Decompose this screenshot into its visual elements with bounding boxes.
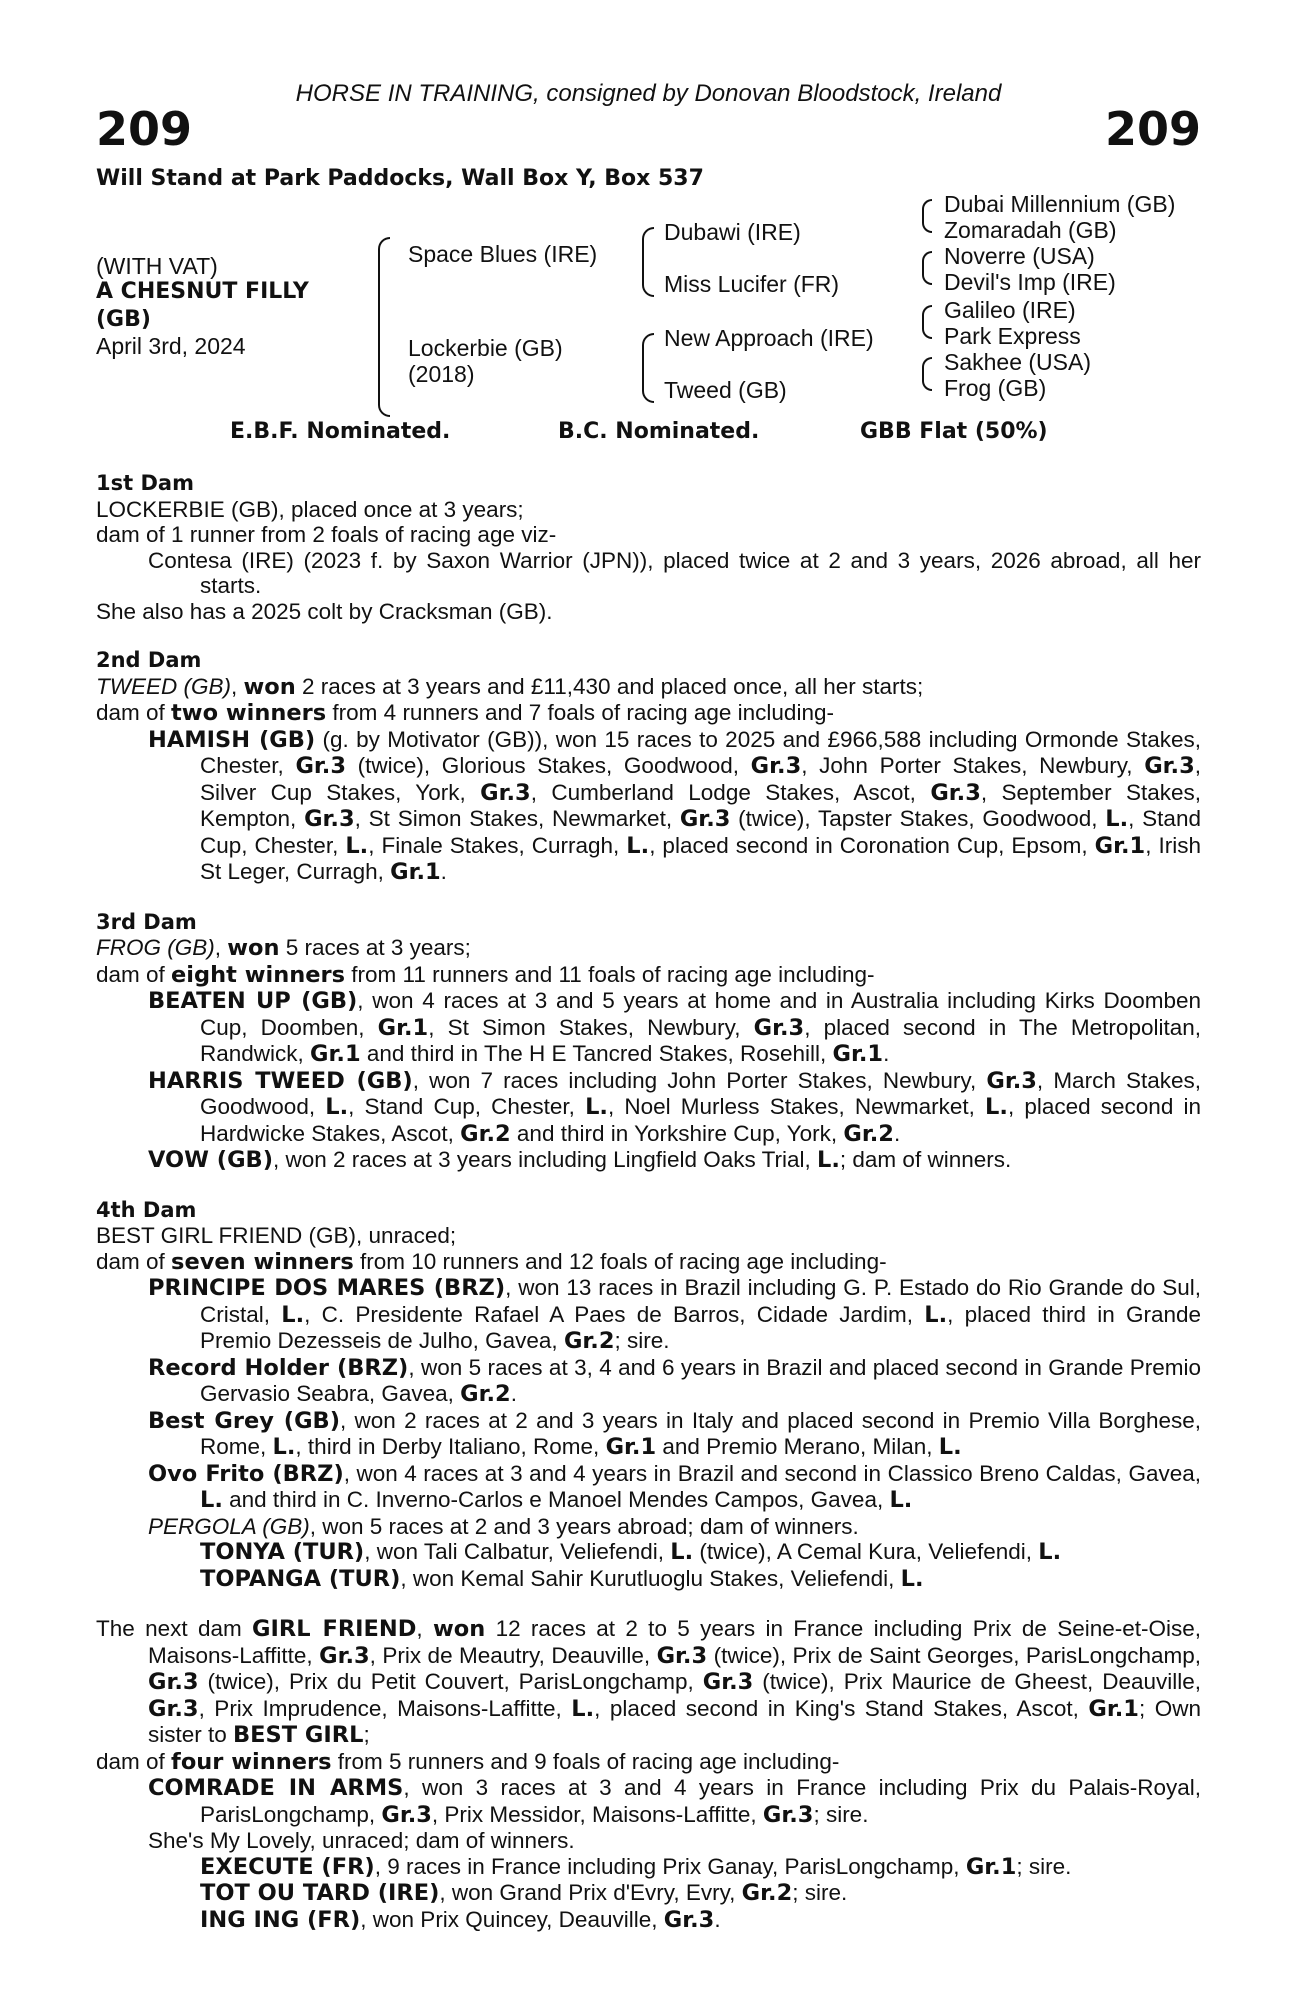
brace-sire-parents (642, 227, 654, 297)
text-run: , Noel Murless Stakes, Newmarket, (607, 1094, 986, 1119)
text-run: Gr.3 (304, 806, 355, 832)
lot-row (96, 102, 1201, 162)
text-run: TWEED (GB) (96, 673, 231, 699)
text-run: Gr.2 (460, 1381, 511, 1407)
text-run: , won Tali Calbatur, Veliefendi, (364, 1539, 671, 1564)
lot-number-left: 209 (96, 102, 193, 156)
progeny-tot-ou-tard (200, 1880, 1201, 1907)
text-run: and third in Yorkshire Cup, York, (510, 1120, 844, 1146)
second-dam-line (96, 674, 1201, 701)
text-run: , won 4 races at 3 and 5 years at home and in Australia including Kirks Doomben Cup, Doomben, (200, 988, 1201, 1040)
lot-number-right: 209 (1104, 102, 1201, 156)
bc-nominated: B.C. Nominated. (558, 419, 760, 444)
text-run: , placed second in The Metropolitan, Randwick, (200, 1014, 1201, 1066)
text-run: from 5 runners and 9 foals of racing age including- (331, 1748, 840, 1774)
text-run: TOT OU TARD (IRE) (200, 1880, 440, 1906)
text-run: Gr.1 (965, 1853, 1017, 1880)
text-run: ; sire. (813, 1801, 869, 1827)
text-run: , John Porter Stakes, Newbury, (801, 753, 1145, 778)
text-run: Gr.3 (480, 779, 531, 806)
text-run: ; Own sister to (148, 1695, 1201, 1747)
first-dam-note: She also has a 2025 colt by Cracksman (GB). (96, 598, 553, 624)
text-run: , third in Derby Italiano, Rome, (295, 1434, 606, 1459)
text-run: four winners (171, 1748, 332, 1775)
text-run: (twice), A Cemal Kura, Veliefendi, (693, 1539, 1039, 1564)
text-run: Gr.1 (310, 1041, 361, 1067)
text-run: dam of (96, 1748, 172, 1774)
text-run: from 4 runners and 7 foals of racing age including- (326, 700, 834, 725)
next-dam-section (96, 1616, 1201, 1933)
text-run: , Silver Cup Stakes, York, (200, 753, 1202, 805)
text-run: L. (1038, 1539, 1062, 1565)
text-run: (twice), Prix du Petit Couvert, ParisLongchamp, (198, 1669, 703, 1694)
text-run: Gr.3 (148, 1695, 199, 1722)
text-run: , Stand Cup, Chester, (348, 1094, 586, 1119)
fourth-dam-line: BEST GIRL FRIEND (GB), unraced; (96, 1223, 457, 1248)
text-run: Gr.1 (1094, 832, 1146, 859)
text-run: dam of (96, 1248, 172, 1274)
text-run: L. (200, 1487, 223, 1513)
third-dam-produce (96, 962, 1201, 989)
nominations-row (96, 419, 1201, 459)
text-run: Gr.2 (843, 1120, 894, 1147)
text-run: , Prix Messidor, Maisons-Laffitte, (431, 1801, 763, 1827)
text-run: Gr.3 (663, 1906, 715, 1933)
text-run: , won Prix Quincey, Deauville, (360, 1906, 664, 1932)
text-run: Record Holder (BRZ) (148, 1354, 409, 1381)
sire-dam: Miss Lucifer (FR) (664, 271, 840, 297)
progeny-topanga (200, 1566, 1201, 1593)
vat-note: (WITH VAT) (96, 253, 218, 279)
sire-sire: Dubawi (IRE) (664, 219, 801, 245)
progeny-record-holder (148, 1355, 1201, 1408)
text-run: Ovo Frito (BRZ) (148, 1460, 344, 1487)
third-dam-section (96, 910, 1201, 1174)
text-run: , Finale Stakes, Curragh, (368, 832, 627, 858)
progeny-beaten-up (148, 988, 1201, 1068)
progeny-tonya (200, 1539, 1201, 1566)
text-run: Gr.3 (679, 806, 731, 832)
dam: Lockerbie (GB) (408, 335, 563, 361)
progeny-pergola (148, 1514, 1201, 1540)
ancestor-7: Sakhee (USA) (944, 349, 1092, 375)
text-run: , Stand Cup, Chester, (200, 806, 1201, 858)
text-run: , won Kemal Sahir Kurutluoglu Stakes, Veliefendi, (400, 1565, 901, 1591)
produce-record (96, 471, 1201, 1933)
progeny-execute (200, 1854, 1201, 1881)
first-dam-progeny: Contesa (IRE) (2023 f. by Saxon Warrior (JPN)), placed twice at 2 and 3 years, 2026 abroad, all her starts. (148, 547, 1201, 598)
subject-name-country: (GB) (96, 307, 151, 332)
text-run: L. (817, 1147, 840, 1173)
text-run: and third in C. Inverno-Carlos e Manoel Mendes Campos, Gavea, (222, 1487, 890, 1512)
text-run: PRINCIPE DOS MARES (BRZ) (148, 1275, 506, 1301)
text-run: Best Grey (GB) (148, 1407, 340, 1434)
dam-sire: New Approach (IRE) (664, 325, 874, 351)
text-run: Gr.3 (930, 779, 981, 806)
text-run: , Prix Imprudence, Maisons-Laffitte, (198, 1695, 572, 1721)
catalogue-page (96, 80, 1201, 1933)
ancestor-5: Galileo (IRE) (944, 297, 1076, 323)
first-dam-section (96, 471, 1201, 624)
text-run: VOW (GB) (148, 1147, 273, 1173)
text-run: two winners (171, 700, 327, 726)
progeny-ing-ing (200, 1907, 1201, 1934)
text-run: , Irish St Leger, Curragh, (200, 832, 1201, 884)
text-run: (twice), Prix Maurice de Gheest, Deauville, (753, 1669, 1201, 1694)
text-run: L. (924, 1301, 948, 1328)
text-run: Gr.2 (563, 1328, 615, 1354)
progeny-hamish (148, 727, 1201, 886)
text-run: Gr.3 (762, 1801, 814, 1828)
foaling-date: April 3rd, 2024 (96, 333, 246, 359)
text-run: , St Simon Stakes, Newbury, (428, 1014, 754, 1040)
text-run: won (432, 1616, 486, 1642)
text-run: Gr.1 (390, 859, 441, 885)
ancestor-6: Park Express (944, 323, 1081, 349)
progeny-vow (148, 1147, 1201, 1174)
text-run: ; (363, 1722, 370, 1747)
text-run: ; sire. (614, 1328, 670, 1353)
text-run: , placed third in Grande Premio Dezesseis de Julho, Gavea, (200, 1301, 1201, 1353)
text-run: Gr.3 (656, 1642, 708, 1669)
brace-sire-dam (378, 237, 390, 417)
ancestor-2: Zomaradah (GB) (944, 217, 1117, 243)
text-run: , placed second in King's Stand Stakes, Ascot, (594, 1695, 1089, 1721)
text-run: Gr.3 (702, 1669, 754, 1695)
text-run: PERGOLA (GB) (148, 1513, 310, 1539)
text-run: , placed second in Hardwicke Stakes, Ascot, (200, 1094, 1201, 1146)
text-run: , won 2 races at 3 years including Lingfield Oaks Trial, (272, 1147, 818, 1172)
text-run: HARRIS TWEED (GB) (148, 1067, 413, 1094)
next-dam-line (96, 1616, 1201, 1749)
text-run: L. (985, 1094, 1008, 1120)
text-run: , 9 races in France including Prix Ganay, ParisLongchamp, (374, 1853, 966, 1879)
fourth-dam-title: 4th Dam (96, 1197, 197, 1222)
text-run: . (714, 1906, 721, 1932)
ebf-nominated: E.B.F. Nominated. (230, 419, 451, 444)
ancestor-1: Dubai Millennium (GB) (944, 191, 1176, 217)
text-run: The next dam (96, 1616, 253, 1641)
text-run: L. (889, 1487, 913, 1513)
brace-g1 (922, 199, 932, 233)
text-run: eight winners (171, 961, 346, 988)
ancestor-8: Frog (GB) (944, 375, 1047, 401)
dam-dam: Tweed (GB) (664, 377, 787, 403)
text-run: ; dam of winners. (839, 1147, 1012, 1172)
text-run: ING ING (FR) (200, 1906, 361, 1933)
brace-g2 (922, 251, 932, 285)
text-run: , (231, 673, 244, 699)
text-run: dam of (96, 961, 172, 987)
text-run: from 10 runners and 12 foals of racing age including- (353, 1248, 887, 1274)
stand-location: Will Stand at Park Paddocks, Wall Box Y, Box 537 (96, 166, 704, 191)
text-run: . (883, 1041, 890, 1066)
progeny-shes-my-lovely: She's My Lovely, unraced; dam of winners. (148, 1828, 575, 1853)
fourth-dam-produce (96, 1249, 1201, 1276)
sire: Space Blues (IRE) (408, 241, 598, 267)
progeny-principe-dos-mares (148, 1275, 1201, 1355)
text-run: L. (938, 1434, 962, 1460)
dam-year: (2018) (408, 361, 475, 387)
progeny-comrade-in-arms (148, 1775, 1201, 1828)
text-run: dam of (96, 700, 172, 725)
text-run: L. (345, 832, 369, 859)
text-run: L. (626, 832, 650, 859)
third-dam-title: 3rd Dam (96, 909, 197, 934)
gbb-flat: GBB Flat (50%) (860, 419, 1048, 444)
text-run: (g. by Motivator (GB)), won 15 races to 2025 and £966,588 including Ormonde Stakes, Chester, (200, 726, 1202, 778)
fourth-dam-section (96, 1198, 1201, 1593)
first-dam-title: 1st Dam (96, 471, 194, 495)
text-run: , won 7 races including John Porter Stakes, Newbury, (412, 1067, 987, 1093)
first-dam-produce: dam of 1 runner from 2 foals of racing age viz- (96, 522, 557, 547)
second-dam-title: 2nd Dam (96, 648, 202, 672)
text-run: L. (670, 1539, 694, 1565)
text-run: 2 races at 3 years and £11,430 and placed once, all her starts; (295, 673, 924, 699)
text-run: seven winners (171, 1248, 354, 1275)
text-run: Gr.1 (605, 1434, 657, 1460)
text-run: won (243, 673, 296, 700)
second-dam-produce (96, 700, 1201, 727)
progeny-best-grey (148, 1408, 1201, 1461)
text-run: FROG (GB) (96, 935, 215, 960)
text-run: , won 3 races at 3 and 4 years in France including Prix du Palais-Royal, ParisLongchamp, (200, 1775, 1201, 1827)
text-run: TONYA (TUR) (200, 1539, 365, 1565)
text-run: Gr.3 (319, 1642, 370, 1669)
text-run: BEST GIRL (233, 1722, 364, 1748)
ancestor-3: Noverre (USA) (944, 243, 1095, 269)
text-run: 12 races at 2 to 5 years in France including Prix de Seine-et-Oise, Maisons-Laffitte, (148, 1616, 1202, 1668)
text-run: ; sire. (792, 1880, 848, 1905)
text-run: , Prix de Meautry, Deauville, (369, 1642, 657, 1668)
text-run: (twice), Tapster Stakes, Goodwood, (730, 806, 1106, 831)
text-run: Gr.1 (1088, 1695, 1139, 1722)
text-run: , won Grand Prix d'Evry, Evry, (439, 1880, 742, 1905)
subject-name: A CHESNUT FILLY (96, 279, 309, 304)
text-run: COMRADE IN ARMS (148, 1775, 404, 1801)
text-run: HAMISH (GB) (148, 726, 316, 753)
second-dam-section (96, 648, 1201, 886)
text-run: won (227, 935, 280, 961)
text-run: GIRL FRIEND (252, 1616, 417, 1642)
third-dam-line (96, 935, 1201, 962)
text-run: Gr.1 (832, 1041, 884, 1067)
text-run: Gr.3 (148, 1669, 199, 1695)
text-run: Gr.3 (381, 1801, 432, 1828)
text-run: . (510, 1381, 517, 1406)
text-run: TOPANGA (TUR) (200, 1565, 401, 1592)
text-run: L. (900, 1565, 924, 1592)
text-run: , St Simon Stakes, Newmarket, (354, 806, 680, 831)
brace-g4 (922, 357, 932, 391)
text-run: . (440, 859, 447, 884)
text-run: L. (325, 1094, 349, 1120)
text-run: , won 5 races at 2 and 3 years abroad; dam of winners. (309, 1513, 859, 1539)
text-run: , placed second in Coronation Cup, Epsom, (649, 832, 1095, 858)
text-run: (twice), Glorious Stakes, Goodwood, (346, 753, 751, 778)
text-run: , September Stakes, Kempton, (200, 779, 1201, 831)
brace-dam-parents (642, 333, 654, 403)
text-run: BEATEN UP (GB) (148, 988, 358, 1014)
text-run: Gr.3 (753, 1014, 805, 1041)
brace-g3 (922, 305, 932, 339)
text-run: Gr.3 (750, 753, 802, 779)
text-run: EXECUTE (FR) (200, 1853, 375, 1880)
text-run: , won 2 races at 2 and 3 years in Italy and placed second in Premio Villa Borghese, Rome, (200, 1407, 1201, 1459)
text-run: from 11 runners and 11 foals of racing age including- (345, 961, 875, 987)
text-run: , won 4 races at 3 and 4 years in Brazil and second in Classico Breno Caldas, Gavea, (343, 1460, 1201, 1486)
text-run: , Cumberland Lodge Stakes, Ascot, (530, 779, 931, 805)
text-run: Gr.3 (1144, 753, 1195, 779)
text-run: , March Stakes, Goodwood, (200, 1067, 1202, 1119)
text-run: Gr.3 (295, 753, 347, 779)
text-run: L. (281, 1301, 305, 1328)
text-run: , (416, 1616, 433, 1641)
text-run: , won 5 races at 3, 4 and 6 years in Brazil and placed second in Grande Premio Gervasio Seabra, Gavea, (200, 1354, 1201, 1406)
text-run: , (214, 935, 228, 960)
next-dam-produce (96, 1749, 1201, 1776)
text-run: Gr.2 (460, 1120, 511, 1147)
text-run: L. (571, 1695, 595, 1722)
text-run: Gr.1 (377, 1014, 429, 1041)
text-run: L. (272, 1434, 296, 1460)
text-run: L. (1105, 806, 1129, 832)
text-run: and Premio Merano, Milan, (656, 1434, 939, 1459)
text-run: , won 13 races in Brazil including G. P. Estado do Rio Grande do Sul, Cristal, (200, 1275, 1201, 1327)
text-run: L. (585, 1094, 608, 1120)
text-run: Gr.2 (741, 1880, 793, 1906)
pedigree-table (96, 191, 1201, 419)
progeny-harris-tweed (148, 1068, 1201, 1148)
text-run: ; sire. (1016, 1853, 1072, 1879)
text-run: Gr.3 (986, 1067, 1037, 1094)
text-run: (twice), Prix de Saint Georges, ParisLongchamp, (707, 1642, 1201, 1668)
first-dam-line: LOCKERBIE (GB), placed once at 3 years; (96, 496, 524, 522)
text-run: , C. Presidente Rafael A Paes de Barros, Cidade Jardim, (304, 1301, 925, 1327)
consignment-line: HORSE IN TRAINING, consigned by Donovan Bloodstock, Ireland (295, 80, 1002, 107)
ancestor-4: Devil's Imp (IRE) (944, 269, 1116, 295)
progeny-ovo-frito (148, 1461, 1201, 1514)
text-run: and third in The H E Tancred Stakes, Rosehill, (360, 1041, 833, 1066)
text-run: . (893, 1120, 901, 1146)
text-run: 5 races at 3 years; (279, 935, 471, 960)
